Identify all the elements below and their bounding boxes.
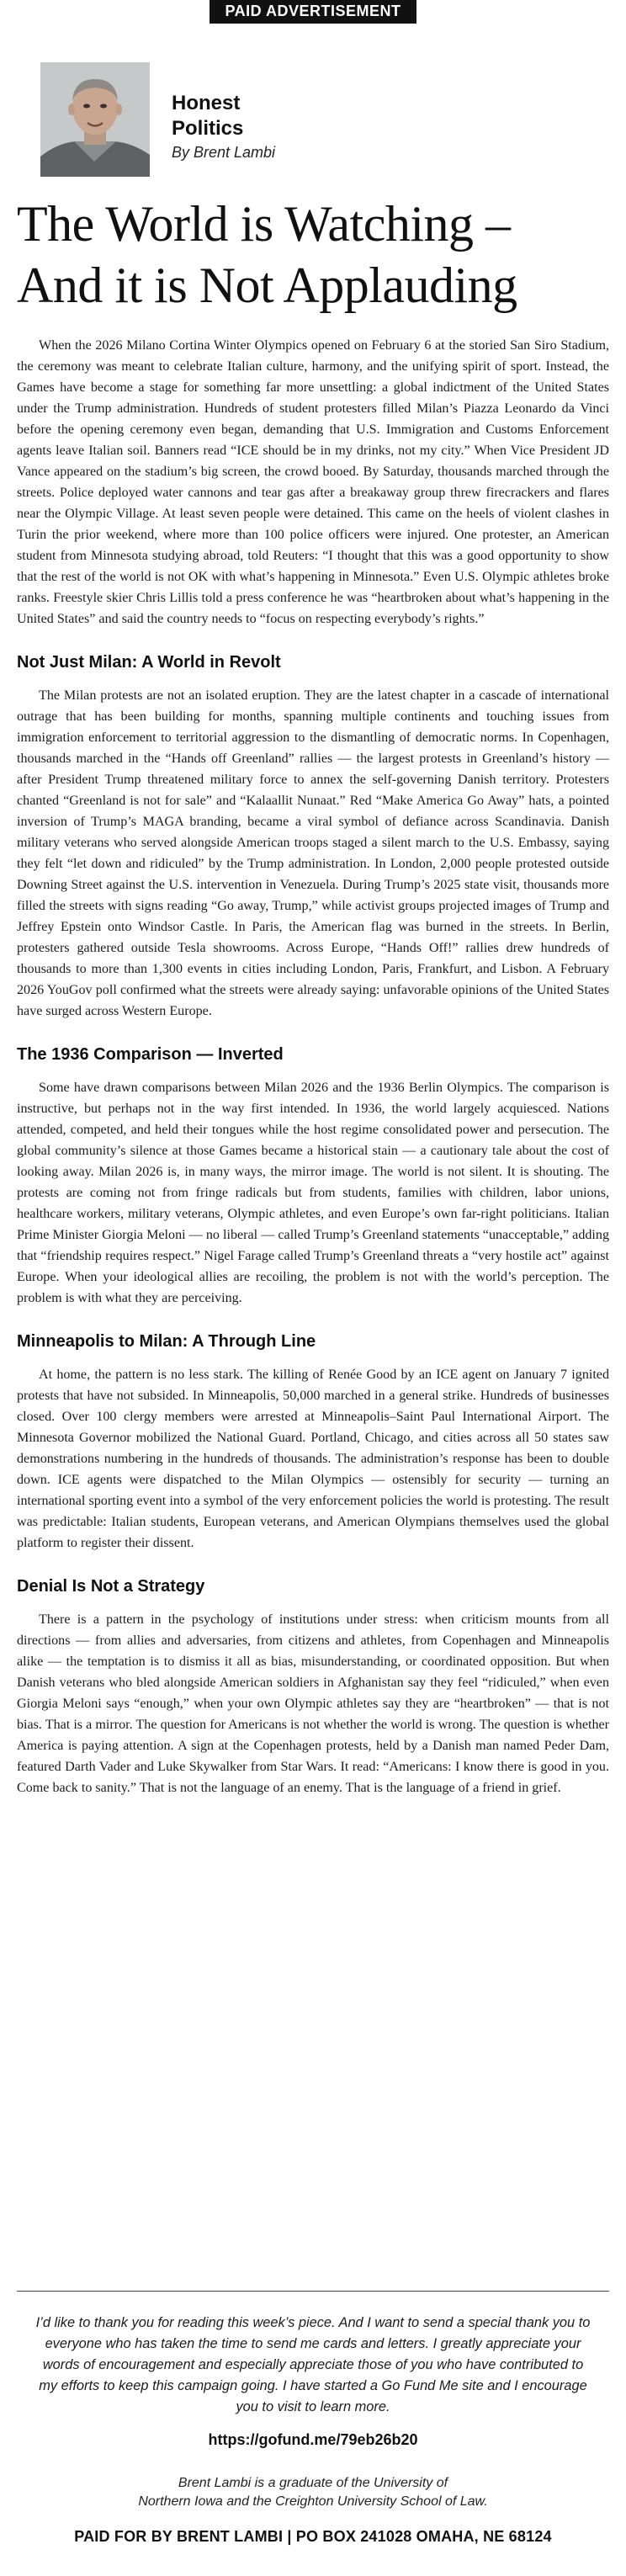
byline: By Brent Lambi (172, 144, 276, 161)
author-bio (17, 2474, 609, 2511)
gofundme-link[interactable]: https://gofund.me/79eb26b20 (208, 2431, 418, 2448)
paragraph-minneapolis-to-milan: At home, the pattern is no less stark. The killing of Renée Good by an ICE agent on January 7 ignited protests that have not subsided. In Minneapolis, 50,000 marched in a general strike. Hundreds of businesses closed. Over 100 clergy members were arrested at Minneapolis–Saint Paul International Airport. The Minnesota Governor mobilized the National Guard. Portland, Chicago, and cities across all 50 states saw demonstrations numbering in the hundreds of thousands. The administration’s response has been to double down. ICE agents were dispatched to the Milan Olympics — ostensibly for security — turning an international sporting event into a symbol of the very enforcement policies the world is protesting. The result was predictable: Italian students, European veterans, and American Olympians themselves used the global platform to register their dissent. (17, 1368, 609, 1550)
paid-for-footer: PAID FOR BY BRENT LAMBI | PO BOX 241028 OMAHA, NE 68124 (74, 2528, 552, 2545)
column-title-line1: Honest (172, 92, 241, 114)
headline-line2: And it is Not Applauding (17, 258, 517, 313)
banner-label: PAID ADVERTISEMENT (210, 0, 416, 24)
headline-line1: The World is Watching – (17, 196, 511, 252)
paragraph-denial: There is a pattern in the psychology of institutions under stress: when criticism mounts from all directions — from allies and adversaries, from citizens and athletes, from Copenhagen and Minneapolis alike — the temptation is to dismiss it all as bias, misunderstanding, or coordinated opposition. But when Danish veterans who bled alongside American soldiers in Afghanistan say they feel “ridiculed,” when even Giorgia Meloni says “enough,” when your own Olympic athletes say they are “heartbroken” — that is not bias. That is a mirror. The question for Americans is not whether the world is wrong. The question is whether America is paying attention. A sign at the Copenhagen protests, held by a Danish man named Peder Dam, featured Darth Vader and Luke Skywalker from Star Wars. It read: “Americans: I know there is good in you. Come back to sanity.” That is not the language of an enemy. That is the language of a friend in grief. (17, 1612, 609, 1795)
author-photo (40, 62, 150, 177)
column-title-line2: Politics (172, 117, 244, 140)
paragraph-1936-comparison: Some have drawn comparisons between Milan 2026 and the 1936 Berlin Olympics. The comparison is instructive, but perhaps not in the way first intended. In 1936, the world largely acquiesced. Nations attended, competed, and held their tongues while the host regime consolidated power and persecution. The global community’s silence at those Games became a historical stain — a cautionary tale about the cost of looking away. Milan 2026 is, in many ways, the mirror image. The world is not silent. It is shouting. The protests are coming not from fringe radicals but from students, families with children, labor unions, healthcare workers, military veterans, Olympic athletes, and even Europe’s own far-right politicians. Italian Prime Minister Giorgia Meloni — no liberal — called Trump’s Greenland statements “unacceptable,” adding that “friendship requires respect.” Nigel Farage called Trump’s Greenland threats a “very hostile act” against Europe. When your ideological allies are recoiling, the problem is not with the world’s perception. The problem is with what they are perceiving. (17, 1081, 609, 1305)
headline (17, 194, 611, 316)
column-header (34, 57, 589, 183)
section-heading-1936-comparison: The 1936 Comparison — Inverted (17, 1045, 284, 1064)
column-name-block (172, 91, 275, 162)
closing-block (17, 2313, 609, 2546)
thank-you-note: I’d like to thank you for reading this week’s piece. And I want to send a special thank you to everyone who has taken the time to send me cards and letters. I greatly appreciate your words of encouragement and especially appreciate those of you who have contributed to my efforts to keep this campaign going. I have started a Go Fund Me site and I encourage you to visit to learn more. (35, 2315, 591, 2414)
article-body (17, 335, 609, 1798)
author-portrait-icon (40, 62, 150, 177)
author-bio-line2: Northern Iowa and the Creighton University School of Law. (138, 2494, 488, 2509)
author-bio-line1: Brent Lambi is a graduate of the University of (178, 2476, 448, 2490)
closing-divider (17, 2291, 609, 2292)
intro-paragraph: When the 2026 Milano Cortina Winter Olympics opened on February 6 at the storied San Siro Stadium, the ceremony was meant to celebrate Italian culture, harmony, and the unifying spirit of sport. Instead, the Games have become a stage for something far more unsettling: a global indictment of the United States under the Trump administration. Hundreds of student protesters filled Milan’s Piazza Leonardo da Vinci before the opening ceremony even began, demanding that U.S. Immigration and Customs Enforcement agents leave Italian soil. Banners read “ICE should be in my drinks, not my city.” When Vice President JD Vance appeared on the stadium’s big screen, the crowd booed. By Saturday, thousands marched through the streets. Police deployed water cannons and tear gas after a breakaway group threw firecrackers and flares near the Olympic Village. At least seven people were detained. This came on the heels of violent clashes in Turin the prior weekend, where more than 100 police officers were injured. One protester, an American student from Minnesota studying abroad, told Reuters: “I thought that this was a good opportunity to show that the rest of the world is not OK with what’s happening in Minnesota.” Even U.S. Olympic athletes broke ranks. Freestyle skier Chris Lillis told a press conference he was “heartbroken about what’s happening in the United States” and said the country needs to “focus on respecting everybody’s rights.” (17, 338, 609, 626)
section-heading-denial: Denial Is Not a Strategy (17, 1577, 205, 1596)
section-heading-minneapolis-to-milan: Minneapolis to Milan: A Through Line (17, 1332, 316, 1351)
paid-advertisement-banner (0, 0, 626, 25)
section-heading-world-in-revolt: Not Just Milan: A World in Revolt (17, 653, 281, 672)
paragraph-world-in-revolt: The Milan protests are not an isolated eruption. They are the latest chapter in a cascade of international outrage that has been building for months, spanning multiple continents and touching issues from immigration enforcement to territorial aggression to the dismantling of democratic norms. In Copenhagen, thousands marched in the “Hands off Greenland” rallies — the largest protests in Greenland’s history — after President Trump threatened military force to annex the self-governing Danish territory. Protesters chanted “Greenland is not for sale” and “Kalaallit Nunaat.” Red “Make America Go Away” hats, a pointed inversion of Trump’s MAGA branding, became a viral symbol of defiance across Scandinavia. Danish military veterans who served alongside American troops staged a silent march to the U.S. Embassy, saying they felt “let down and ridiculed” by the Trump administration. In London, 2,000 people protested outside Downing Street against the U.S. intervention in Venezuela. During Trump’s 2025 state visit, thousands more filled the streets with signs reading “Go away, Trump,” while activist groups projected images of Trump and Jeffrey Epstein onto Windsor Castle. In Paris, the American flag was burned in the streets. In Berlin, protesters gathered outside Tesla showrooms. Across Europe, “Hands Off!” rallies drew hundreds of thousands to more than 1,300 events in cities including London, Paris, Frankfurt, and Lisbon. A February 2026 YouGov poll confirmed what the streets were already saying: unfavorable opinions of the United States have surged across Western Europe. (17, 688, 609, 1018)
